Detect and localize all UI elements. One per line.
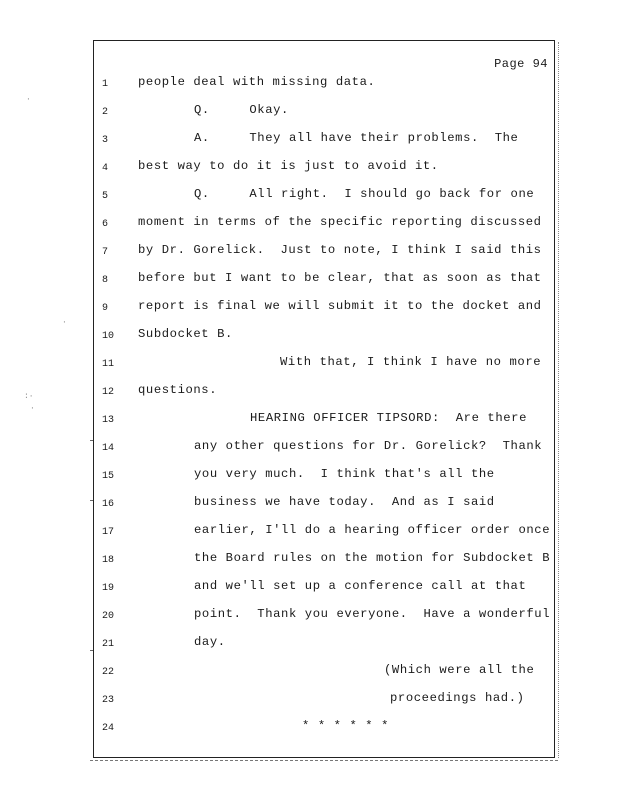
line-text: (Which were all the	[384, 663, 535, 677]
line-text: proceedings had.)	[390, 691, 525, 705]
line-number: 7	[102, 247, 109, 258]
transcript-line	[94, 131, 554, 151]
scan-speck: ·	[62, 318, 67, 327]
line-text: moment in terms of the specific reporting discussed	[138, 215, 542, 229]
transcript-line	[94, 579, 554, 599]
line-number: 18	[102, 555, 115, 566]
line-number: 2	[102, 107, 109, 118]
transcript-line	[94, 523, 554, 543]
line-number: 22	[102, 667, 115, 678]
transcript-page	[93, 40, 555, 758]
scan-speck: ·	[30, 404, 35, 413]
scan-speck: :·	[24, 392, 34, 401]
line-number: 1	[102, 79, 109, 90]
transcript-line	[94, 439, 554, 459]
line-text: you very much. I think that's all the	[194, 467, 495, 481]
line-number: 4	[102, 163, 109, 174]
page-number: Page 94	[494, 57, 548, 71]
line-number: 6	[102, 219, 109, 230]
transcript-line	[94, 635, 554, 655]
transcript-line	[94, 719, 554, 739]
transcript-line	[94, 355, 554, 375]
transcript-line	[94, 271, 554, 291]
line-text: HEARING OFFICER TIPSORD: Are there	[250, 411, 527, 425]
line-text: and we'll set up a conference call at that	[194, 579, 527, 593]
line-text: Q. Okay.	[194, 103, 289, 117]
line-number: 21	[102, 639, 115, 650]
scan-speck: ·	[26, 95, 31, 104]
transcript-line	[94, 159, 554, 179]
transcript-line	[94, 299, 554, 319]
scan-artifact-right	[558, 42, 559, 758]
line-text: by Dr. Gorelick. Just to note, I think I said this	[138, 243, 542, 257]
line-number: 10	[102, 331, 115, 342]
line-text: report is final we will submit it to the docket and	[138, 299, 542, 313]
line-number: 9	[102, 303, 109, 314]
line-number: 14	[102, 443, 115, 454]
line-number: 16	[102, 499, 115, 510]
line-text: A. They all have their problems. The	[194, 131, 519, 145]
line-number: 24	[102, 723, 115, 734]
line-text: point. Thank you everyone. Have a wonderful	[194, 607, 551, 621]
line-number: 17	[102, 527, 115, 538]
line-text: the Board rules on the motion for Subdocket B	[194, 551, 551, 565]
transcript-line	[94, 467, 554, 487]
transcript-line	[94, 551, 554, 571]
line-number: 3	[102, 135, 109, 146]
line-text: earlier, I'll do a hearing officer order once	[194, 523, 551, 537]
line-number: 20	[102, 611, 115, 622]
transcript-line	[94, 243, 554, 263]
line-number: 15	[102, 471, 115, 482]
line-text: any other questions for Dr. Gorelick? Thank	[194, 439, 543, 453]
line-text: * * * * * *	[302, 719, 390, 733]
transcript-line	[94, 411, 554, 431]
transcript-line	[94, 187, 554, 207]
line-number: 23	[102, 695, 115, 706]
line-text: Subdocket B.	[138, 327, 233, 341]
transcript-line	[94, 495, 554, 515]
transcript-line	[94, 215, 554, 235]
line-text: With that, I think I have no more	[280, 355, 542, 369]
line-text: questions.	[138, 383, 218, 397]
line-number: 12	[102, 387, 115, 398]
transcript-line	[94, 103, 554, 123]
transcript-line	[94, 607, 554, 627]
line-number: 19	[102, 583, 115, 594]
transcript-line	[94, 75, 554, 95]
transcript-line	[94, 383, 554, 403]
line-text: business we have today. And as I said	[194, 495, 495, 509]
line-text: Q. All right. I should go back for one	[194, 187, 535, 201]
line-text: people deal with missing data.	[138, 75, 376, 89]
transcript-line	[94, 663, 554, 683]
transcript-line	[94, 327, 554, 347]
line-text: before but I want to be clear, that as soon as that	[138, 271, 542, 285]
line-number: 5	[102, 191, 109, 202]
scan-artifact-bottom	[90, 760, 558, 761]
line-number: 13	[102, 415, 115, 426]
line-number: 8	[102, 275, 109, 286]
line-number: 11	[102, 359, 115, 370]
line-text: best way to do it is just to avoid it.	[138, 159, 439, 173]
transcript-line	[94, 691, 554, 711]
line-text: day.	[194, 635, 226, 649]
